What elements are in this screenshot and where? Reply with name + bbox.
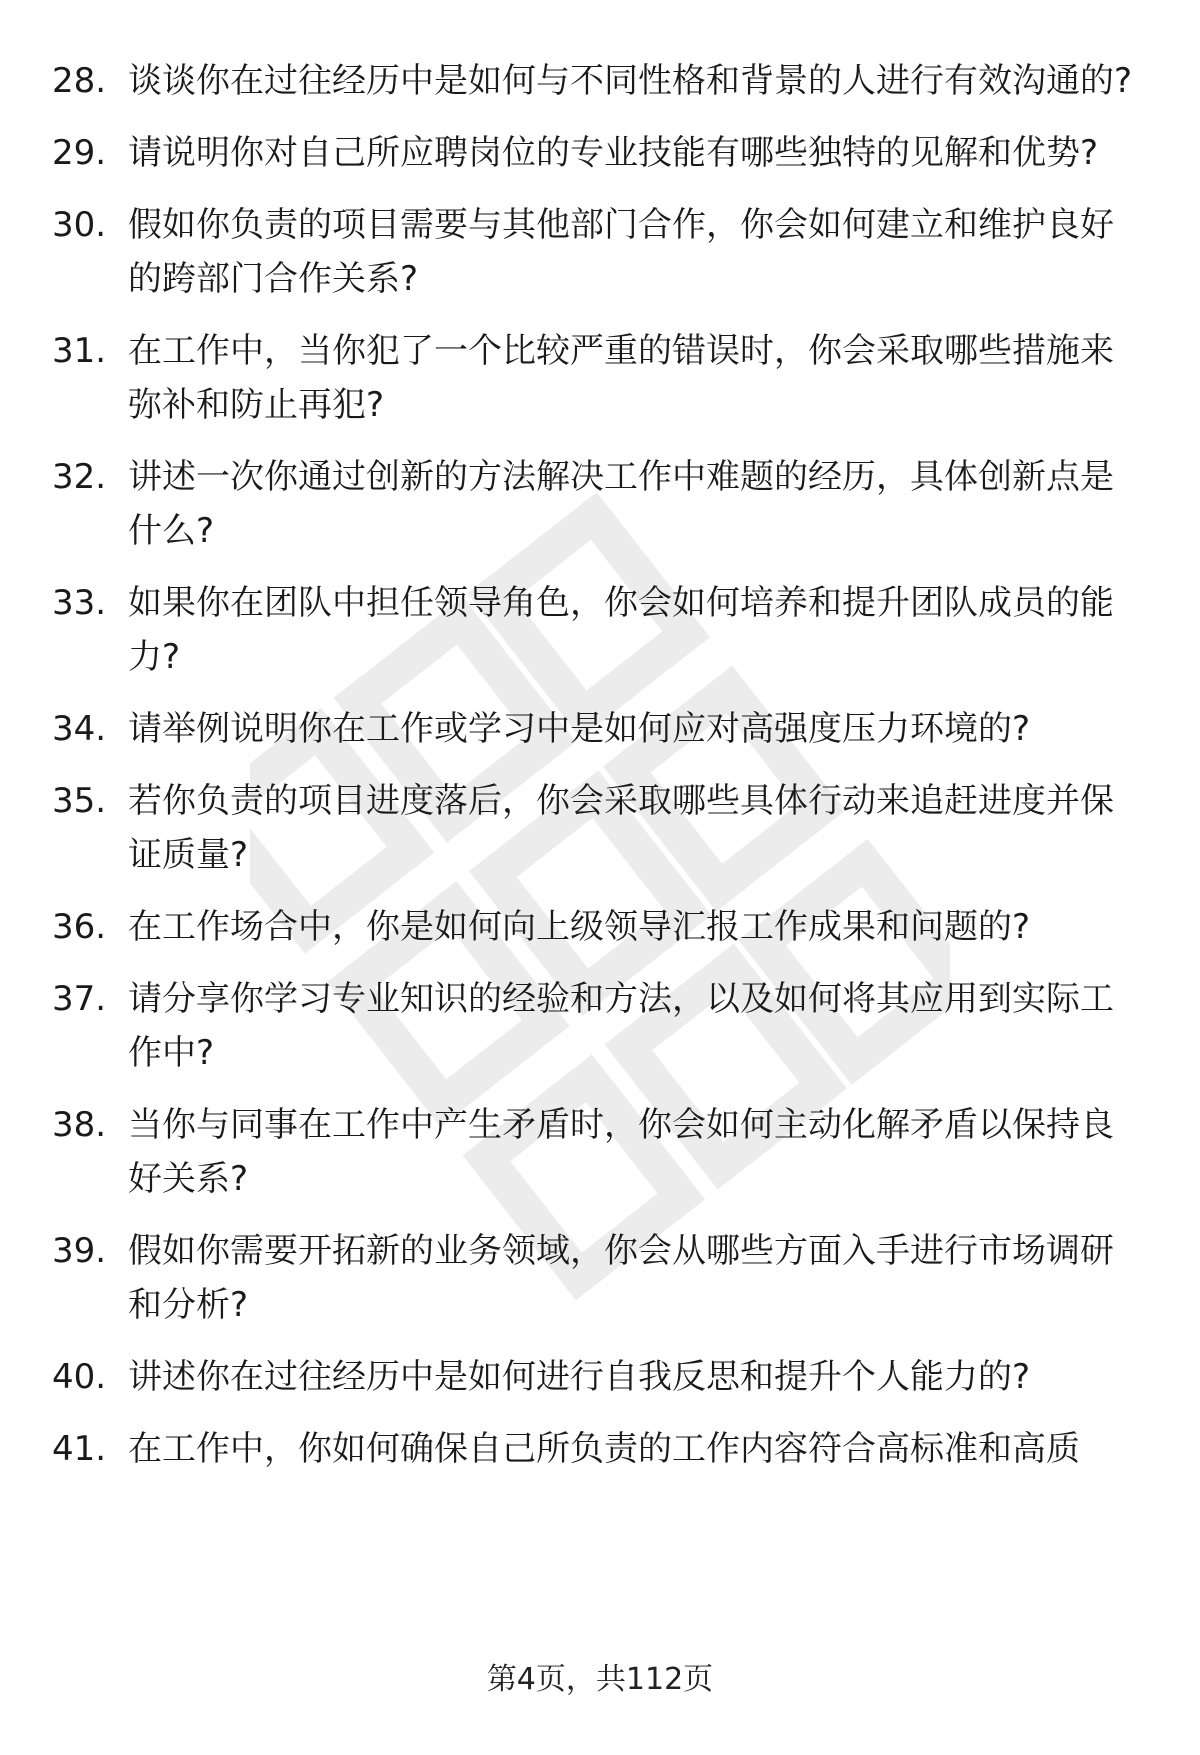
question-text: 在工作中，当你犯了一个比较严重的错误时，你会采取哪些措施来弥补和防止再犯? — [128, 331, 1114, 425]
question-item — [0, 1350, 1200, 1404]
question-item — [0, 54, 1200, 108]
question-text: 如果你在团队中担任领导角色，你会如何培养和提升团队成员的能力? — [128, 583, 1114, 677]
question-number: 33. — [52, 583, 107, 623]
question-number: 41. — [52, 1429, 107, 1469]
question-item — [0, 576, 1200, 684]
question-item — [0, 1098, 1200, 1206]
question-number: 30. — [52, 205, 107, 245]
question-text: 请举例说明你在工作或学习中是如何应对高强度压力环境的? — [128, 709, 1031, 749]
question-text: 假如你负责的项目需要与其他部门合作，你会如何建立和维护良好的跨部门合作关系? — [128, 205, 1114, 299]
question-item — [0, 450, 1200, 558]
question-number: 37. — [52, 979, 107, 1019]
question-number: 38. — [52, 1105, 107, 1145]
question-text: 若你负责的项目进度落后，你会采取哪些具体行动来追赶进度并保证质量? — [128, 781, 1114, 875]
question-number: 40. — [52, 1357, 107, 1397]
question-text: 谈谈你在过往经历中是如何与不同性格和背景的人进行有效沟通的? — [128, 61, 1133, 101]
question-text: 在工作中，你如何确保自己所负责的工作内容符合高标准和高质 — [128, 1429, 1080, 1469]
question-text: 请分享你学习专业知识的经验和方法，以及如何将其应用到实际工作中? — [128, 979, 1114, 1073]
question-text: 当你与同事在工作中产生矛盾时，你会如何主动化解矛盾以保持良好关系? — [128, 1105, 1114, 1199]
question-item — [0, 198, 1200, 306]
question-number: 29. — [52, 133, 107, 173]
question-number: 36. — [52, 907, 107, 947]
question-item — [0, 324, 1200, 432]
page-number-text: 第4页，共112页 — [486, 1662, 714, 1697]
question-number: 34. — [52, 709, 107, 749]
question-number: 39. — [52, 1231, 107, 1271]
question-item — [0, 774, 1200, 882]
question-item — [0, 702, 1200, 756]
question-item — [0, 972, 1200, 1080]
question-number: 28. — [52, 61, 107, 101]
question-text: 讲述你在过往经历中是如何进行自我反思和提升个人能力的? — [128, 1357, 1031, 1397]
question-list — [0, 54, 1200, 1494]
question-item — [0, 1422, 1200, 1476]
question-text: 在工作场合中，你是如何向上级领导汇报工作成果和问题的? — [128, 907, 1031, 947]
question-text: 请说明你对自己所应聘岗位的专业技能有哪些独特的见解和优势? — [128, 133, 1099, 173]
question-text: 讲述一次你通过创新的方法解决工作中难题的经历，具体创新点是什么? — [128, 457, 1114, 551]
question-item — [0, 1224, 1200, 1332]
question-number: 35. — [52, 781, 107, 821]
question-number: 32. — [52, 457, 107, 497]
question-item — [0, 900, 1200, 954]
question-number: 31. — [52, 331, 107, 371]
question-text: 假如你需要开拓新的业务领域，你会从哪些方面入手进行市场调研和分析? — [128, 1231, 1114, 1325]
question-item — [0, 126, 1200, 180]
page-footer — [0, 1660, 1200, 1700]
